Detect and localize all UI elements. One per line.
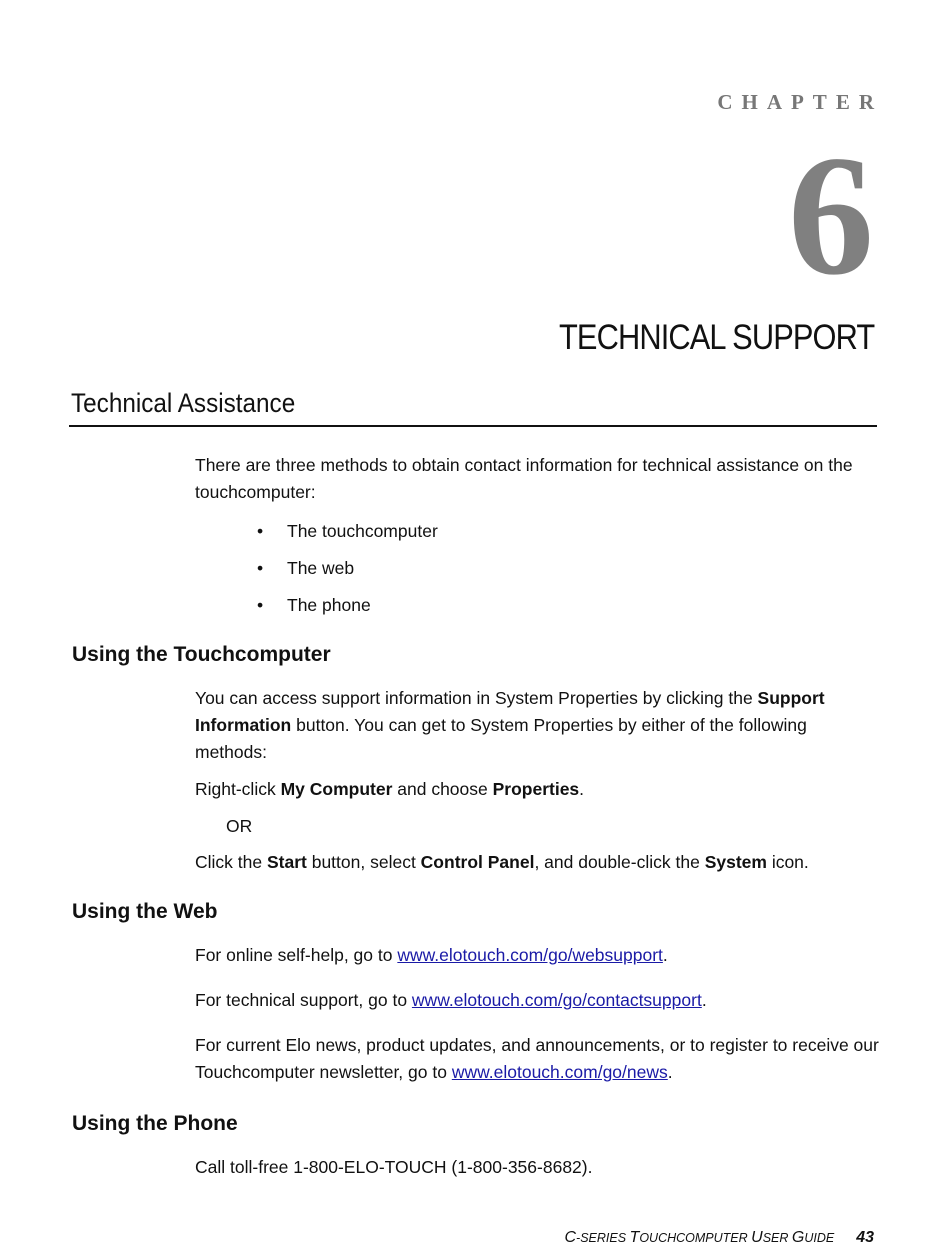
list-item-text: The web [287,558,355,578]
news-link[interactable]: www.elotouch.com/go/news [451,1062,668,1082]
touchcomputer-paragraph: You can access support information in System Properties by clicking the Support Information button. You can get to System Properties by either of the following methods: [195,688,825,762]
contactsupport-link[interactable]: www.elotouch.com/go/contactsupport [411,990,702,1010]
list-item: • The touchcomputer [257,521,438,541]
list-item: • The web [257,558,355,578]
websupport-link[interactable]: www.elotouch.com/go/websupport [397,945,663,965]
page-footer [564,1229,874,1247]
web-self-help: For online self-help, go to www.elotouch.com/go/websupport. [195,945,668,965]
heading-phone: Using the Phone [72,1112,238,1135]
list-item-text: The touchcomputer [287,521,438,541]
heading-touchcomputer: Using the Touchcomputer [72,643,331,666]
web-technical-support: For technical support, go to www.elotouch.com/go/contactsupport. [195,990,707,1010]
chapter-title: TECHNICAL SUPPORT [558,318,874,357]
method-right-click: Right-click My Computer and choose Properties. [195,779,585,799]
section-title: Technical Assistance [71,388,296,418]
chapter-number: 6 [788,121,874,311]
web-news: For current Elo news, product updates, and announcements, or to register to receive our Touchcomputer newsletter, go to www.elotouch.com/go/news. [195,1035,879,1082]
phone-paragraph: Call toll-free 1-800-ELO-TOUCH (1-800-356-8682). [195,1157,593,1177]
method-start-menu: Click the Start button, select Control Panel, and double-click the System icon. [195,852,809,872]
list-item-text: The phone [287,595,371,615]
or-separator: OR [226,816,253,836]
section-divider [69,425,877,427]
intro-paragraph: There are three methods to obtain contact information for technical assistance on the touchcomputer: [195,455,853,502]
page-number: 43 [856,1229,874,1246]
list-item: • The phone [257,595,371,615]
footer-guide-title: C-SERIES TOUCHCOMPUTER USER GUIDE [564,1229,835,1246]
chapter-label: CHAPTER [717,90,883,114]
heading-web: Using the Web [72,900,218,923]
